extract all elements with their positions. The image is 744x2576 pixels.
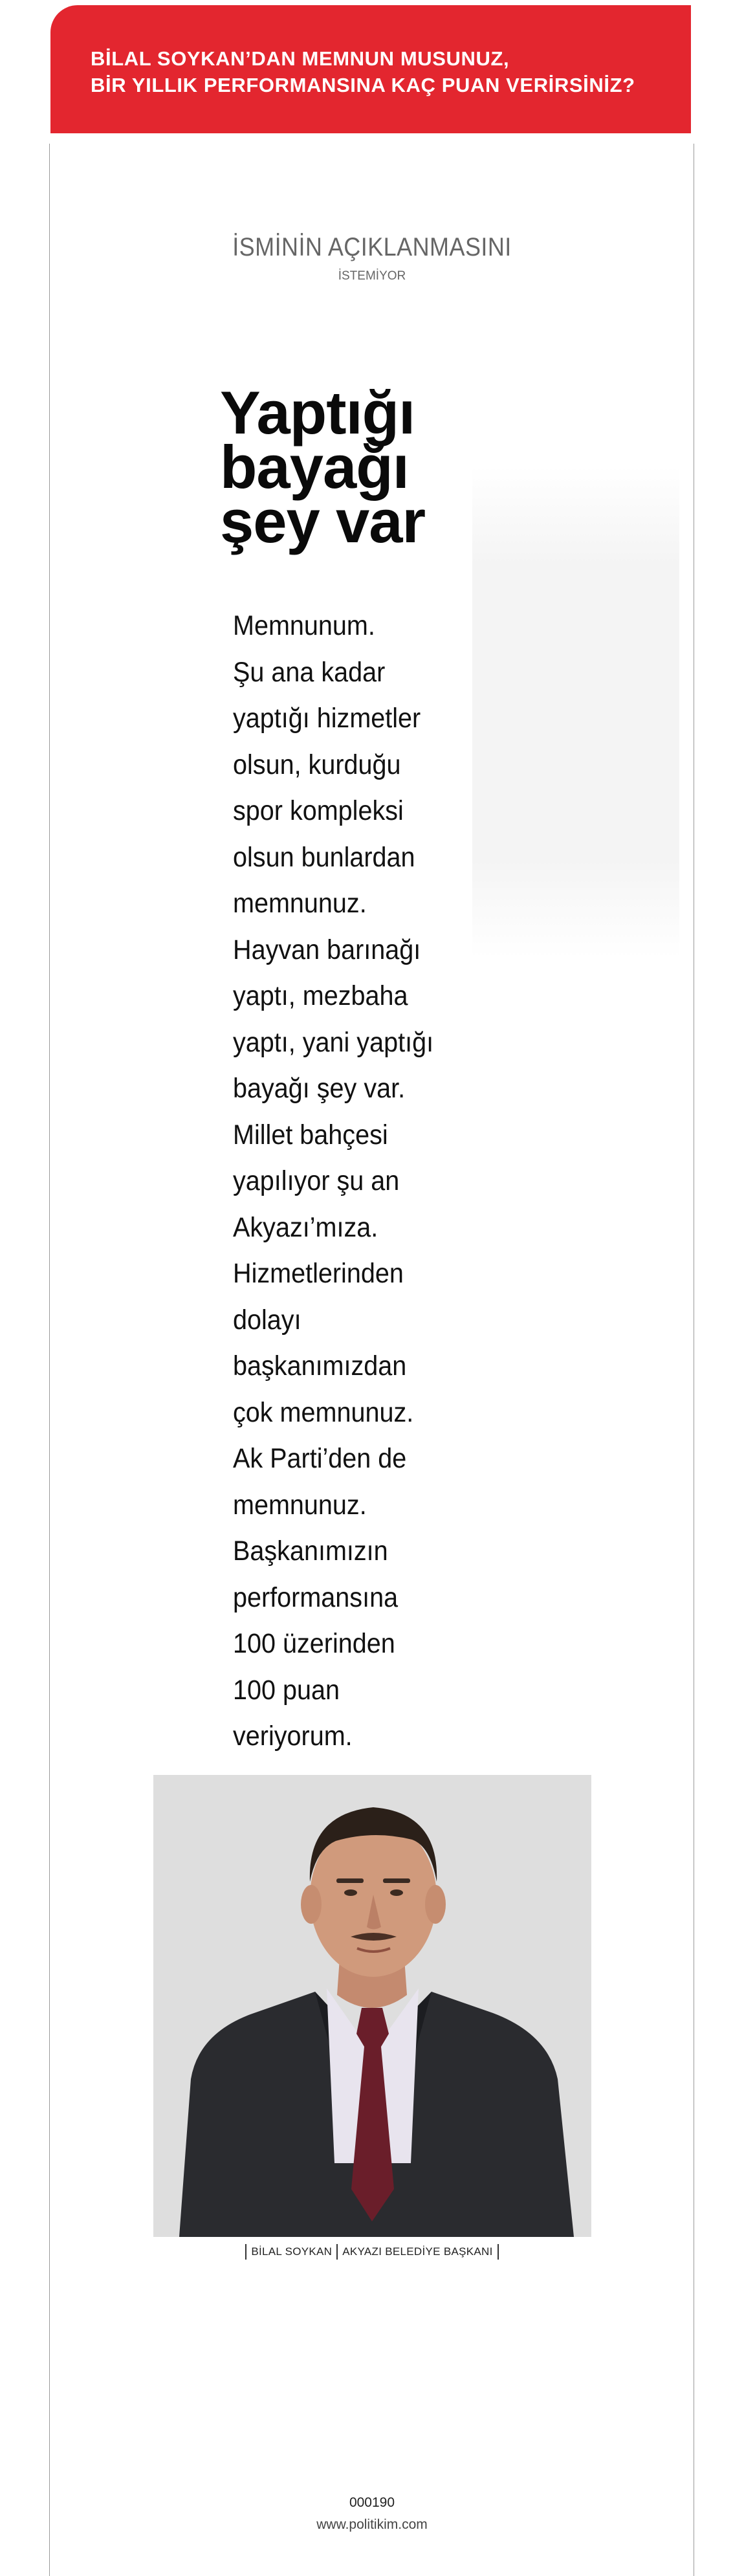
body-line: olsun, kurduğu [233,749,401,780]
article-headline [220,379,426,555]
body-line: memnunuz. [233,888,367,919]
faded-background-panel [472,466,679,958]
body-line: Akyazı’mıza. [233,1211,378,1243]
body-line: yaptı, mezbaha [233,980,408,1011]
headline-line: şey var [220,487,426,555]
body-line: dolayı [233,1304,301,1336]
person-portrait-icon [153,1775,591,2237]
body-line: Başkanımızın [233,1536,388,1567]
body-line: yapılıyor şu an [233,1165,400,1196]
body-line: Hayvan barınağı [233,934,421,965]
headline-line: Yaptığı [220,379,415,446]
photo-caption [0,2244,744,2260]
question-banner [50,5,691,133]
respondent-note: İSTEMİYOR [338,269,406,283]
article-body [233,603,492,1760]
caption-person-title: AKYAZI BELEDİYE BAŞKANI [342,2245,493,2258]
body-line: 100 üzerinden [233,1628,395,1659]
body-line: olsun bunlardan [233,841,415,873]
body-line: 100 puan [233,1674,340,1706]
body-line: Memnunum. [233,610,375,641]
portrait-photo [153,1775,591,2237]
body-line: Şu ana kadar [233,656,386,688]
body-line: Hizmetlerinden [233,1258,404,1289]
body-line: Ak Parti’den de [233,1443,407,1474]
body-line: performansına [233,1581,399,1613]
footer-website-link[interactable]: www.politikim.com [316,2517,428,2532]
respondent-name: İSMİNİN AÇIKLANMASINI [232,233,512,261]
body-line: yaptı, yani yaptığı [233,1026,434,1058]
caption-divider [336,2244,338,2260]
banner-question-line-1: BİLAL SOYKAN’DAN MEMNUN MUSUNUZ, [91,47,510,70]
body-line: bayağı şey var. [233,1073,406,1104]
footer-code: 000190 [349,2495,395,2510]
body-line: spor kompleksi [233,795,404,826]
caption-person-name: BİLAL SOYKAN [251,2245,333,2258]
body-line: memnunuz. [233,1489,367,1521]
headline-line: bayağı [220,433,409,501]
caption-divider [245,2244,246,2260]
page-frame-left-border [49,144,50,2576]
body-line: Millet bahçesi [233,1119,388,1150]
body-line: yaptığı hizmetler [233,703,421,734]
banner-question-line-2: BİR YILLIK PERFORMANSINA KAÇ PUAN VERİRSİNİZ? [91,74,635,96]
body-line: veriyorum. [233,1721,353,1752]
body-line: çok memnunuz. [233,1396,414,1428]
body-line: başkanımızdan [233,1350,407,1382]
caption-divider [498,2244,499,2260]
